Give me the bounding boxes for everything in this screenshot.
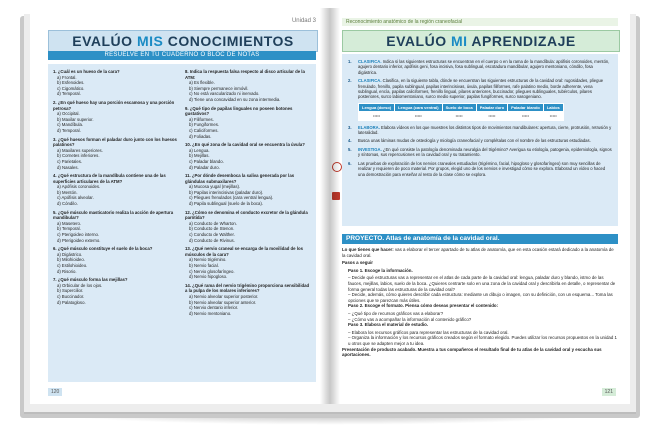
title-part2: CONOCIMIENTOS [163,33,294,49]
activities-list-1 [348,59,612,100]
open-book [20,6,640,418]
question-text: 3. ¿Qué huesos forman el paladar duro junto con los huesos palatinos? [53,136,177,148]
activity-item [348,138,612,143]
step3-title: Paso 3. Elabora el material de estudio. [348,322,429,328]
answer-option: b) Supercilior. [57,288,84,294]
table-header-row [359,103,564,111]
question-item [185,210,311,244]
activity-text: ¿En qué consiste la patología denominada neuralgia del trigémino? Averigua su etiología, patogenia, epidemiología, signos y síntomas, sus repercusiones en la cavidad oral y su tratamiento. [358,146,612,158]
answer-option: c) Mandíbula. [57,122,84,128]
activity-number: 6. [348,160,352,166]
project-section [342,234,618,382]
activity-text: Elabora vídeos en los que muestres los distintos tipos de movimientos mandibulares: apertura, cierre, protrusión, retrusión y lateralidad. [358,124,612,136]
project-heading: PROYECTO. Atlas de anatomía de la cavidad oral. [342,234,618,244]
title-part1: EVALÚO [72,33,137,49]
steps-title: Pasos a seguir [342,260,373,266]
table-header-cell: Paladar blando [508,103,544,111]
step2-items [342,311,618,322]
answer-option: d) Temporal. [57,127,81,133]
activity-item [348,161,612,177]
step3-items [342,330,618,347]
step-item: – Decide, además, cómo quieres describir cada estructura: mediante un dibujo o imagen, con su definición, con un esquema... Toma las opciones que te parezcan más útiles. [348,292,613,303]
table-header-cell: Lengua (cara ventral) [395,103,442,111]
answer-option: c) Apófisis alveolar. [57,195,94,201]
question-item [53,173,179,207]
page-number-left: 120 [48,388,62,396]
answer-option: d) Papila sublingual (suelo de la boca). [189,201,264,207]
answer-option: d) Foliadas. [189,133,212,139]
answer-option: a) Digástrico. [57,251,83,257]
step-item: – Elabora los recursos gráficos para representar las estructuras de la cavidad oral. [348,329,509,335]
title-highlight: MI [450,33,468,49]
answer-option: a) Masetero. [57,220,82,226]
answer-option: d) Pterigoideo externo. [57,237,101,243]
activity-text: Las pruebas de exploración de los nervios craneales estudiados (trigémino, facial, hipogloso y glosofaríngeo) son muy sencillas de realizar y requieren de poco material. Por grupos, elegid uno de los nervios e investigad cómo se explora. Elaborad un vídeo o haced una demostración para enseñar al resto de la clase cómo se explora. [358,160,606,177]
right-page-title [342,30,620,52]
answer-option: b) Siempre permanece inmóvil. [189,85,249,91]
activity-item [348,125,612,136]
answer-option: c) Parietales. [57,158,83,164]
question-text: 13. ¿Qué nervio craneal se encarga de la movilidad de los músculos de la cara? [185,246,303,257]
answer-option: c) Buccinador. [57,293,85,299]
table-cell: ••••• [359,112,395,120]
question-item [185,246,311,280]
project-intro-text: vas a elaborar el tercer apartado de tu atlas de anatomía, que en esta ocasión estará dedicado a la anatomía de la cavidad oral. [342,247,614,258]
question-item [185,173,311,207]
activity-text: Clasifica, en la siguiente tabla, dónde se encuentran las siguientes estructuras de la cavidad oral: rugosidades, pliegue frenulado, frenillo, papila sublingual, papilas interincisivas, úvula, papilas filiformes, rafe palatino medio, borde adherente, vena sublingual, encía, papilas caliciformes, frenillo lingual, pilares anteriores, buccinador, pliegues sublinguales, tubérculos, pilares posteriores, surco labiomentoniano, surco medio superior, papilas fungiformes, surco nasogeniano. [358,78,604,100]
answer-option: b) Mentón. [57,189,78,195]
activity-keyword: ELABORA. [358,124,380,130]
answer-option: a) Maxilares superiores. [57,147,103,153]
step1-title: Paso 1. Escoge la información. [348,267,413,273]
question-item [185,69,311,103]
answer-option: d) Risorio. [57,268,77,274]
answer-option: c) Caliciformes. [189,127,219,133]
answer-option: d) Nervio hipogloso. [189,274,228,280]
answer-option: c) No está vascularizado ni inervado. [189,91,260,97]
answer-option: b) Nervio alveolar superior anterior. [189,299,257,305]
answer-option: c) Pterigoideo interno. [57,232,100,238]
table-header-cell: Labios [543,103,563,111]
answer-option: a) Frontal. [57,74,77,80]
answer-option: d) Conducto de Rivinus. [189,237,235,243]
table-cell: ••••• [395,112,442,120]
question-text: 4. ¿Qué estructura de la mandíbula contiene una de las superficies articulares de la ATM? [53,173,166,184]
question-item [53,69,179,97]
answer-option: b) Papilas interincisivas (paladar duro). [189,189,264,195]
unit-label: Unidad 3 [291,18,316,24]
step1-items [342,275,618,303]
answer-option: b) Mejillas. [189,153,210,159]
question-text: 9. ¿Qué tipo de papilas linguales no poseen botones gustativos? [185,105,293,117]
question-text: 10. ¿En qué zona de la cavidad oral se encuentra la úvula? [185,142,305,148]
activity-text: Busca unas láminas mudas de osteología y miología craneofacial y complétalas con el nombre de las estructuras estudiadas. [358,138,591,144]
answer-option: b) Cornetes inferiores. [57,153,100,159]
step-item: – Organiza la información y los recursos gráficos creados según el formato elegido. Puedes utilizar los recursos propuestos en la unidad 1 u otros que se adapten mejor a tu idea. [348,335,617,346]
answer-option: a) Lengua. [189,147,210,153]
answer-option: c) Estilohioideo. [57,263,88,268]
answer-option: c) Nervio dentario inferior. [189,305,239,311]
answer-option: d) Paladar duro. [189,164,220,170]
answer-option: d) Nasales. [57,164,79,170]
step2-title: Paso 2. Escoge el formato. Piensa cómo deseas presentar el contenido: [348,303,499,309]
activities-list-2 [348,125,612,177]
answer-option: a) Orbicular de los ojos. [57,282,103,288]
table-header-cell: Paladar duro [476,103,507,111]
classification-table [358,103,564,121]
question-item [53,210,179,244]
answer-option: c) Paladar blando. [189,158,224,164]
activity-item [348,78,612,100]
answer-option: b) Maxilar superior. [57,116,94,122]
answer-option: c) Conducto de Walther. [189,232,235,238]
question-item [185,142,311,170]
table-cell: ••••• [543,112,563,120]
questions-box [48,64,316,382]
activity-keyword: INVESTIGA. [358,146,382,152]
answer-option: c) Nervio glosofaríngeo. [189,268,235,274]
right-page [330,8,630,404]
running-head: Reconocimiento anatómico de la región craneofacial [342,18,618,26]
step-item: – ¿Cómo vas a acompañar la información al contenido gráfico? [348,316,472,322]
question-item [185,283,311,317]
title-part2: APRENDIZAJE [467,33,576,49]
project-final: Presentación de producto acabado. Muestra a tus compañeros el resultado final de tu atlas de la cavidad oral y escucha sus aportaciones. [342,346,602,358]
answer-option: a) Conducto de Wharton. [189,220,238,226]
activity-number: 1. [348,59,352,64]
question-item [53,100,179,134]
table-header-cell: Lengua (dorso) [359,103,395,111]
answer-option: a) Filiformes. [189,116,214,122]
answer-option: a) Nervio trigémino. [189,257,227,263]
questions-column-2 [185,69,311,377]
table-cell: ••••• [508,112,544,120]
question-text: 8. Indica la respuesta falsa respecto al disco articular de la ATM: [185,69,305,80]
title-part1: EVALÚO [386,33,451,49]
answer-option: d) Palatogloso. [57,299,86,305]
question-item [53,277,179,305]
left-page-subtitle: RESUELVE EN TU CUADERNO O BLOC DE NOTAS [48,51,316,60]
questions-column-1 [53,69,179,377]
answer-option: a) Mucosa yugal (mejillas). [189,184,241,190]
question-item [185,106,311,140]
answer-option: a) Nervio alveolar superior posterior. [189,293,259,299]
answer-option: d) Temporal. [57,91,81,97]
title-highlight: MIS [136,33,164,49]
left-page [30,8,330,404]
answer-option: c) Pliegues frenulados (cara ventral lengua). [189,195,274,201]
activity-item [348,147,612,158]
activity-number: 4. [348,138,352,144]
question-text: 11. ¿Por dónde desemboca la saliva generada por las glándulas submaxilares? [185,173,295,184]
answer-option: b) Conducto de Stenon. [189,226,235,232]
answer-option: d) Cóndilo. [57,201,78,207]
activity-text: Indica si las siguientes estructuras se encuentran en el cuerpo o en la rama de la mandíbula: apófisis coronoides, mentón, agujero dentario inferior, apófisis geni, fosa incisiva, fosa sublingual, escotadura mandibular, agujero mentoniano, cóndilo, fosa digástrica. [358,59,610,75]
activities-box [342,54,618,226]
answer-option: a) Es flexible. [189,80,215,86]
answer-option: b) Temporal. [57,226,81,232]
answer-option: d) Nervio mentoniano. [189,310,232,316]
left-page-title [48,30,318,52]
question-text: 5. ¿Qué músculo masticatorio realiza la acción de apertura mandibular? [53,209,174,221]
activity-number: 2. [348,78,352,84]
answer-option: b) Milohioideo. [57,257,85,263]
answer-option: b) Fungiformes. [189,122,220,128]
question-text: 7. ¿Qué músculo forma las mejillas? [53,277,128,283]
question-text: 2. ¿En qué hueso hay una porción escamosa y una porción petrosa? [53,99,175,111]
answer-option: d) Tiene una concavidad en su zona intermedia. [189,96,281,102]
table-cell: ••••• [442,112,476,120]
activity-item [348,59,612,75]
page-number-right: 121 [602,388,616,396]
step-item: – Decide qué estructuras vas a representar en el atlas de cada parte de la cavidad oral: lengua, paladar duro y blando, istmo de las fauces, mejillas, labios, suelo de la boca. ¿Quieres centrarte solo en una zona de la cavidad oral y describirla en detalle, o representar de forma general todas las estructuras de la cavidad oral? [348,275,616,292]
activity-keyword: CLASIFICA. [358,78,382,84]
table-header-cell: Suelo de boca [442,103,476,111]
project-intro-label: Lo que tienes que hacer: [342,247,394,252]
question-item [53,246,179,274]
activity-number: 5. [348,146,352,152]
question-text: 14. ¿Qué rama del nervio trigémino proporciona sensibilidad a la pulpa de los molares inferiores? [185,282,310,294]
answer-option: a) Occipital. [57,111,80,117]
project-intro [342,247,618,258]
question-text: 12. ¿Cómo se denomina el conducto excretor de la glándula parótida? [185,209,308,221]
activity-keyword: CLASIFICA. [358,59,382,64]
answer-option: a) Apófisis coronoides. [57,184,101,190]
answer-option: b) Esfenoides. [57,80,85,86]
answer-option: b) Nervio facial. [189,263,219,268]
answer-option: c) Cigomático. [57,85,85,91]
table-cell: ••••• [476,112,507,120]
book-gutter [320,8,340,404]
question-text: 1. ¿Cuál es un hueso de la cara? [53,69,120,74]
question-item [53,137,179,171]
question-text: 6. ¿Qué músculo constituye el suelo de la boca? [53,246,153,252]
activity-number: 3. [348,124,352,130]
table-row [359,112,564,120]
step-item: – ¿Qué tipo de recursos gráficos vas a elaborar? [348,310,444,316]
